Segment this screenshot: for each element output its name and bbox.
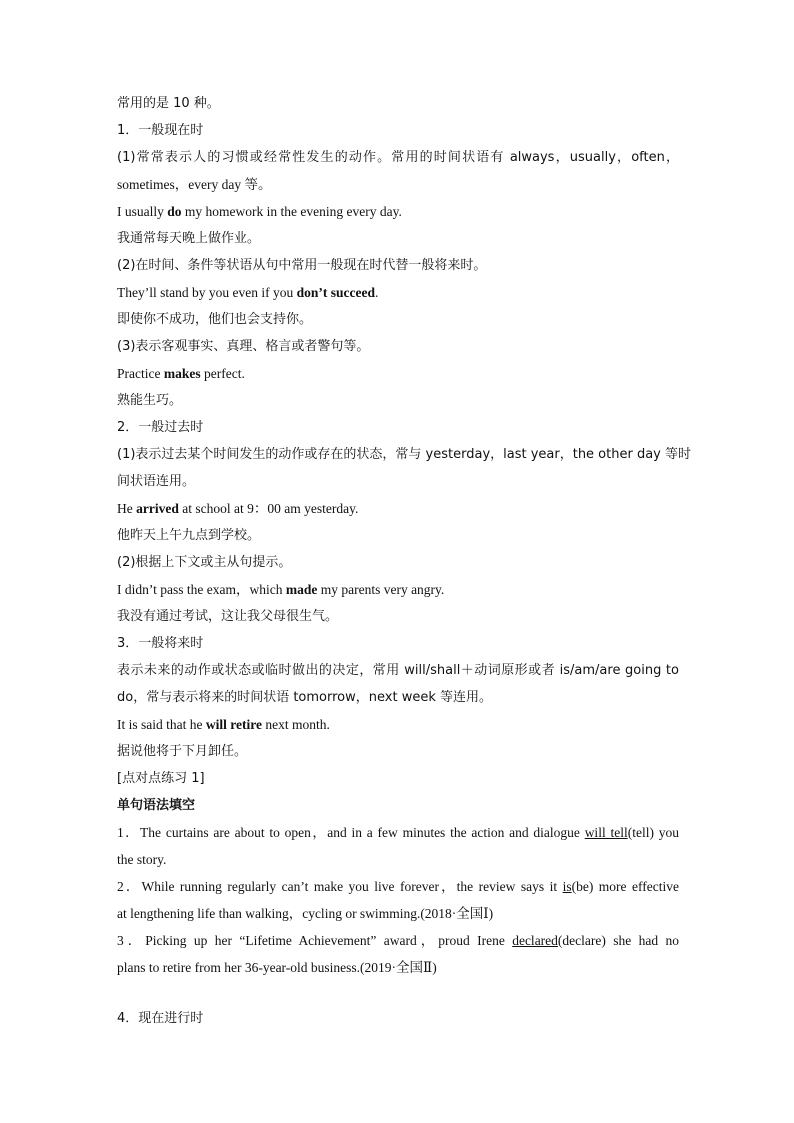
example-sentence: It is said that he will retire next month. (117, 717, 330, 732)
answer-blank: is (562, 879, 572, 894)
practice-label: [点对点练习 1] (117, 771, 205, 786)
rule-text: 表示未来的动作或状态或临时做出的决定，常用 will/shall＋动词原形或者 is/am/are going to (117, 663, 679, 678)
example-translation: 即使你不成功，他们也会支持你。 (117, 312, 313, 327)
example-sentence: He arrived at school at 9：00 am yesterday. (117, 501, 359, 516)
exercise-item-cont: plans to retire from her 36-year-old business.(2019·全国Ⅱ) (117, 960, 437, 975)
exercise-item-cont: the story. (117, 852, 167, 867)
intro-line: 常用的是 10 种。 (117, 96, 220, 111)
example-sentence: They’ll stand by you even if you don’t succeed. (117, 285, 379, 300)
rule-text: sometimes，every day 等。 (117, 177, 272, 192)
answer-blank: declared (512, 933, 558, 948)
example-sentence: Practice makes perfect. (117, 366, 245, 381)
example-sentence: I usually do my homework in the evening every day. (117, 204, 402, 219)
section-heading: 3．一般将来时 (117, 636, 204, 651)
example-translation: 我没有通过考试，这让我父母很生气。 (117, 609, 339, 624)
section-heading: 1．一般现在时 (117, 123, 204, 138)
rule-text: do，常与表示将来的时间状语 tomorrow，next week 等连用。 (117, 690, 492, 705)
exercise-item-cont: at lengthening life than walking，cycling or swimming.(2018·全国Ⅰ) (117, 906, 494, 921)
rule-text: (1)表示过去某个时间发生的动作或存在的状态，常与 yesterday，last year，the other day 等时 (117, 447, 691, 462)
exercise-item: 1．The curtains are about to open，and in a few minutes the action and dialogue will tell(tell) you (117, 825, 679, 840)
example-translation: 据说他将于下月卸任。 (117, 744, 248, 759)
rule-text: (1)常常表示人的习惯或经常性发生的动作。常用的时间状语有 always，usually，often， (117, 150, 679, 165)
exercise-item: 2．While running regularly can’t make you live forever，the review says it is(be) more effective (117, 879, 679, 894)
answer-blank: will tell (584, 825, 628, 840)
rule-text: (3)表示客观事实、真理、格言或者警句等。 (117, 339, 370, 354)
example-sentence: I didn’t pass the exam，which made my parents very angry. (117, 582, 445, 597)
rule-text: 间状语连用。 (117, 474, 196, 489)
section-heading: 2．一般过去时 (117, 420, 204, 435)
example-translation: 他昨天上午九点到学校。 (117, 528, 261, 543)
exercise-item: 3．Picking up her “Lifetime Achievement” award，proud Irene declared(declare) she had no (117, 933, 679, 948)
section-heading: 4．现在进行时 (117, 1011, 204, 1026)
rule-text: (2)在时间、条件等状语从句中常用一般现在时代替一般将来时。 (117, 258, 487, 273)
rule-text: (2)根据上下文或主从句提示。 (117, 555, 292, 570)
example-translation: 我通常每天晚上做作业。 (117, 231, 261, 246)
practice-title: 单句语法填空 (117, 798, 196, 813)
example-translation: 熟能生巧。 (117, 393, 183, 408)
